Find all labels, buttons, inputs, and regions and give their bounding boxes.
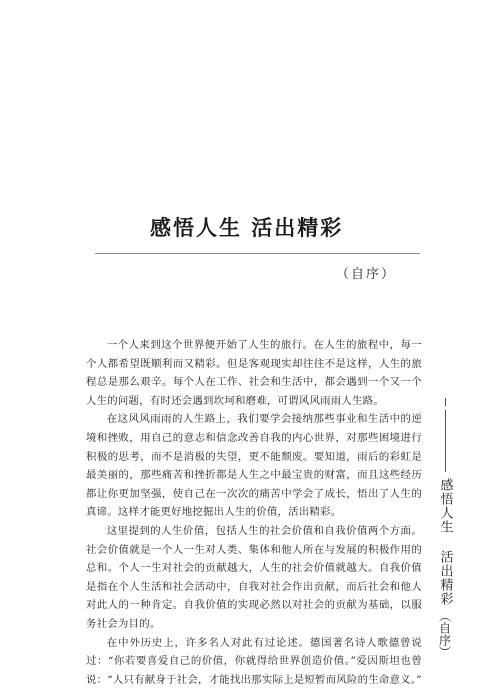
paragraph-2: 在这风风雨雨的人生路上，我们要学会接纳那些事业和生活中的逆境和挫败，用自己的意志和信念改善自我的内心世界，对那些困境进行积极的思考，而不是消极的失望，更不能颓废。要知道，雨后的彩虹是最美丽的，那些痛苦和挫折都是人生之中最宝贵的财富，而且这些经历都让你更加坚强，使自己在一次次的痛苦中学会了成长，悟出了人生的真谛。这样才能更好地挖掘出人生的价值，活出精彩。 — [86, 413, 422, 519]
page-subtitle: （自序） — [336, 267, 397, 282]
running-header-vertical — [437, 398, 453, 658]
body-text — [86, 336, 422, 689]
page-title: 感悟人生 活出精彩 — [150, 216, 344, 240]
title-divider — [95, 253, 420, 254]
paragraph-4: 在中外历史上，许多名人对此有过论述。德国著名诗人歌德曾说过：“你若要喜爱自己的价值，你就得给世界创造价值。”爱因斯坦也曾说：“人只有献身于社会，才能找出那实际上是短暂而风险的生命意义。” — [86, 636, 422, 686]
running-header-title: 感悟人生 活出精彩 — [437, 478, 453, 606]
sidebar-tick — [445, 398, 446, 406]
paragraph-3: 这里提到的人生价值，包括人生的社会价值和自我价值两个方面。社会价值就是一个人一生对人类、集体和他人所在与发展的积极作用的总和。个人一生对社会的贡献越大，人生的社会价值就越大。自我价值是指在个人生活和社会活动中，自我对社会作出贡献，而后社会和他人对此人的一种肯定。自我价值的实现必然以对社会的贡献为基础，以服务社会为目的。 — [86, 524, 422, 630]
running-header-subtitle: （自序） — [437, 610, 452, 658]
paragraph-1: 一个人来到这个世界便开始了人生的旅行。在人生的旅程中，每一个人都希望既顺利而又精彩。但是客观现实却往往不是这样，人生的旅程总是那么艰辛。每个人在工作、社会和生活中，都会遇到一个又一个人生的问题，有时还会遇到坎坷和磨难，可谓风风雨雨人生路。 — [86, 339, 422, 407]
sidebar-rule — [445, 410, 446, 472]
